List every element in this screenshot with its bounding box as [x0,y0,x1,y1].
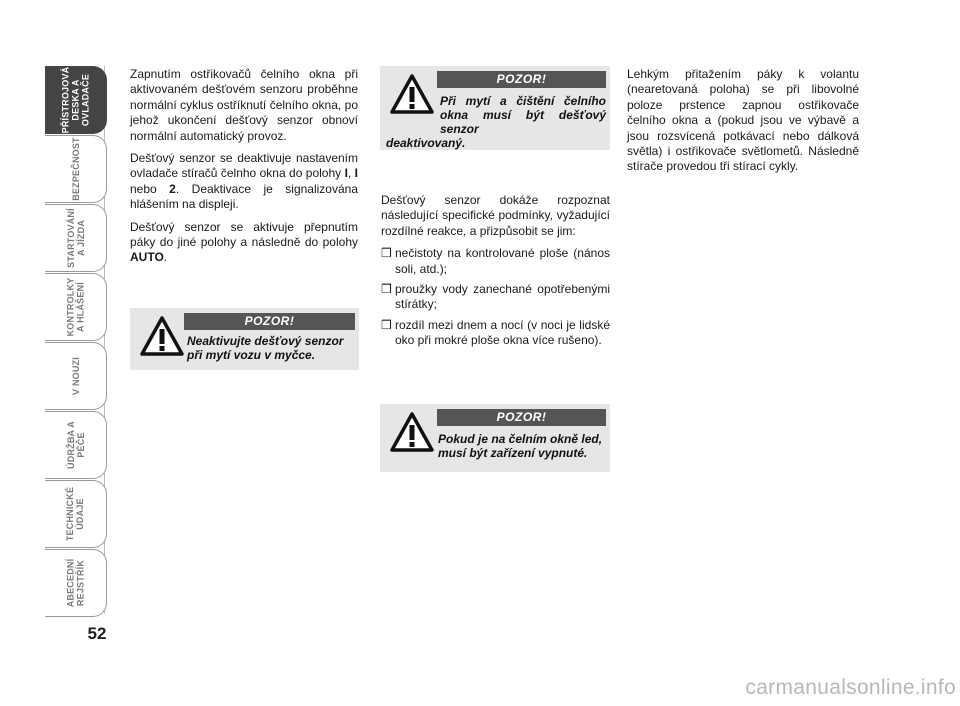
tab-label: V NOUZI [70,357,81,395]
checkbox-bullet-icon: ❒ [381,282,392,297]
tab-label: KONTROLKY A HLÁŠENÍ [65,277,86,337]
tab-label: ÚDRŽBA A PÉČE [65,421,86,469]
warning-title: POZOR! [184,313,355,330]
warning-triangle-icon [140,316,184,356]
text-run: nebo [130,181,170,196]
tab-label: PŘÍSTROJOVÁ DESKA A OVLADAČE [60,66,91,134]
tab-v-nouzi[interactable] [45,342,107,410]
warning-text-line: deaktivovaný. [386,136,466,150]
warning-box [380,404,610,472]
checkbox-bullet-icon: ❒ [381,246,392,261]
list-item [381,282,610,313]
paragraph: Lehkým přitažením páky k volantu (nearetovaná poloha) se při libovolné poloze prstence zapnou ostřikovače čelního okna a (pokud jsou ve výbavě a jsou rozsvícená potkávací nebo dálková světla) i ostřikovače světlometů. Následně stírače provedou tři stírací cykly. [627,67,859,174]
position-label: AUTO [130,250,164,265]
tab-pristrojova-deska[interactable] [45,66,107,134]
tab-abecedni-rejstrik[interactable] [45,549,107,617]
checkbox-bullet-icon: ❒ [381,317,392,332]
warning-text [386,94,606,150]
list-item [381,246,610,277]
tab-label: BEZPEČNOST [70,137,81,201]
list-item-text: nečistoty na kontrolované ploše (nános soli, atd.); [395,246,610,276]
list-item-text: rozdíl mezi dnem a nocí (v noci je lidské oko při mokré ploše okna více rušeno). [395,317,610,348]
tab-label: TECHNICKÉ ÚDAJE [65,486,86,542]
tab-kontrolky[interactable] [45,273,107,341]
warning-box [380,66,610,150]
tab-udrzba[interactable] [45,411,107,479]
tab-startovani[interactable] [45,204,107,272]
text-run: Dešťový senzor se deaktivuje nastavením ovladače stíračů čelnho okna do polohy [130,151,358,181]
tab-bezpecnost[interactable] [45,135,107,203]
text-run: Dešťový senzor se aktivuje přepnutím páky do jiné polohy a následně do polohy [130,219,358,250]
text-run: . Deaktivace je signalizována hlášením na displeji. [130,181,358,212]
tab-technicke-udaje[interactable] [45,480,107,548]
paragraph [130,151,358,213]
list-item-text: proužky vody zanechané opotřebenými stírátky; [395,282,610,312]
text-run: . [163,250,168,265]
text-column-1 [130,67,358,273]
warning-text: Pokud je na čelním okně led, musí být zařízení vypnuté. [438,432,603,460]
warning-text: Neaktivujte dešťový senzor při mytí vozu v myčce. [187,334,344,362]
list-item [381,318,610,349]
text-column-3 [627,67,859,182]
position-label: I [354,166,358,181]
tab-label: STARTOVÁNÍ A JÍZDA [65,208,86,268]
position-label: I [344,166,348,181]
warning-triangle-icon [390,412,434,452]
page-number: 52 [87,624,107,643]
warning-box [130,308,359,370]
warning-title: POZOR! [437,409,606,426]
paragraph [130,220,358,266]
position-label: 2 [169,181,176,196]
warning-title: POZOR! [437,71,606,88]
text-run: , [347,166,355,181]
watermark: carmanualsonline.info [745,676,956,699]
paragraph: Dešťový senzor dokáže rozpoznat následující specifické podmínky, vyžadující rozdílné reakce, a přizpůsobit se jim: [381,193,610,238]
text-column-2 [381,193,610,354]
tab-label: ABECEDNÍ REJSTŘÍK [65,558,86,608]
paragraph: Zapnutím ostřikovačů čelního okna při aktivovaném dešťovém senzoru proběhne normální cyklus ostříknutí čelního okna, po jehož ukončení dešťový senzor obnoví normální automatický provoz. [130,67,358,143]
warning-text-line: Při mytí a čištění čelního okna musí být dešťový senzor [440,94,606,136]
